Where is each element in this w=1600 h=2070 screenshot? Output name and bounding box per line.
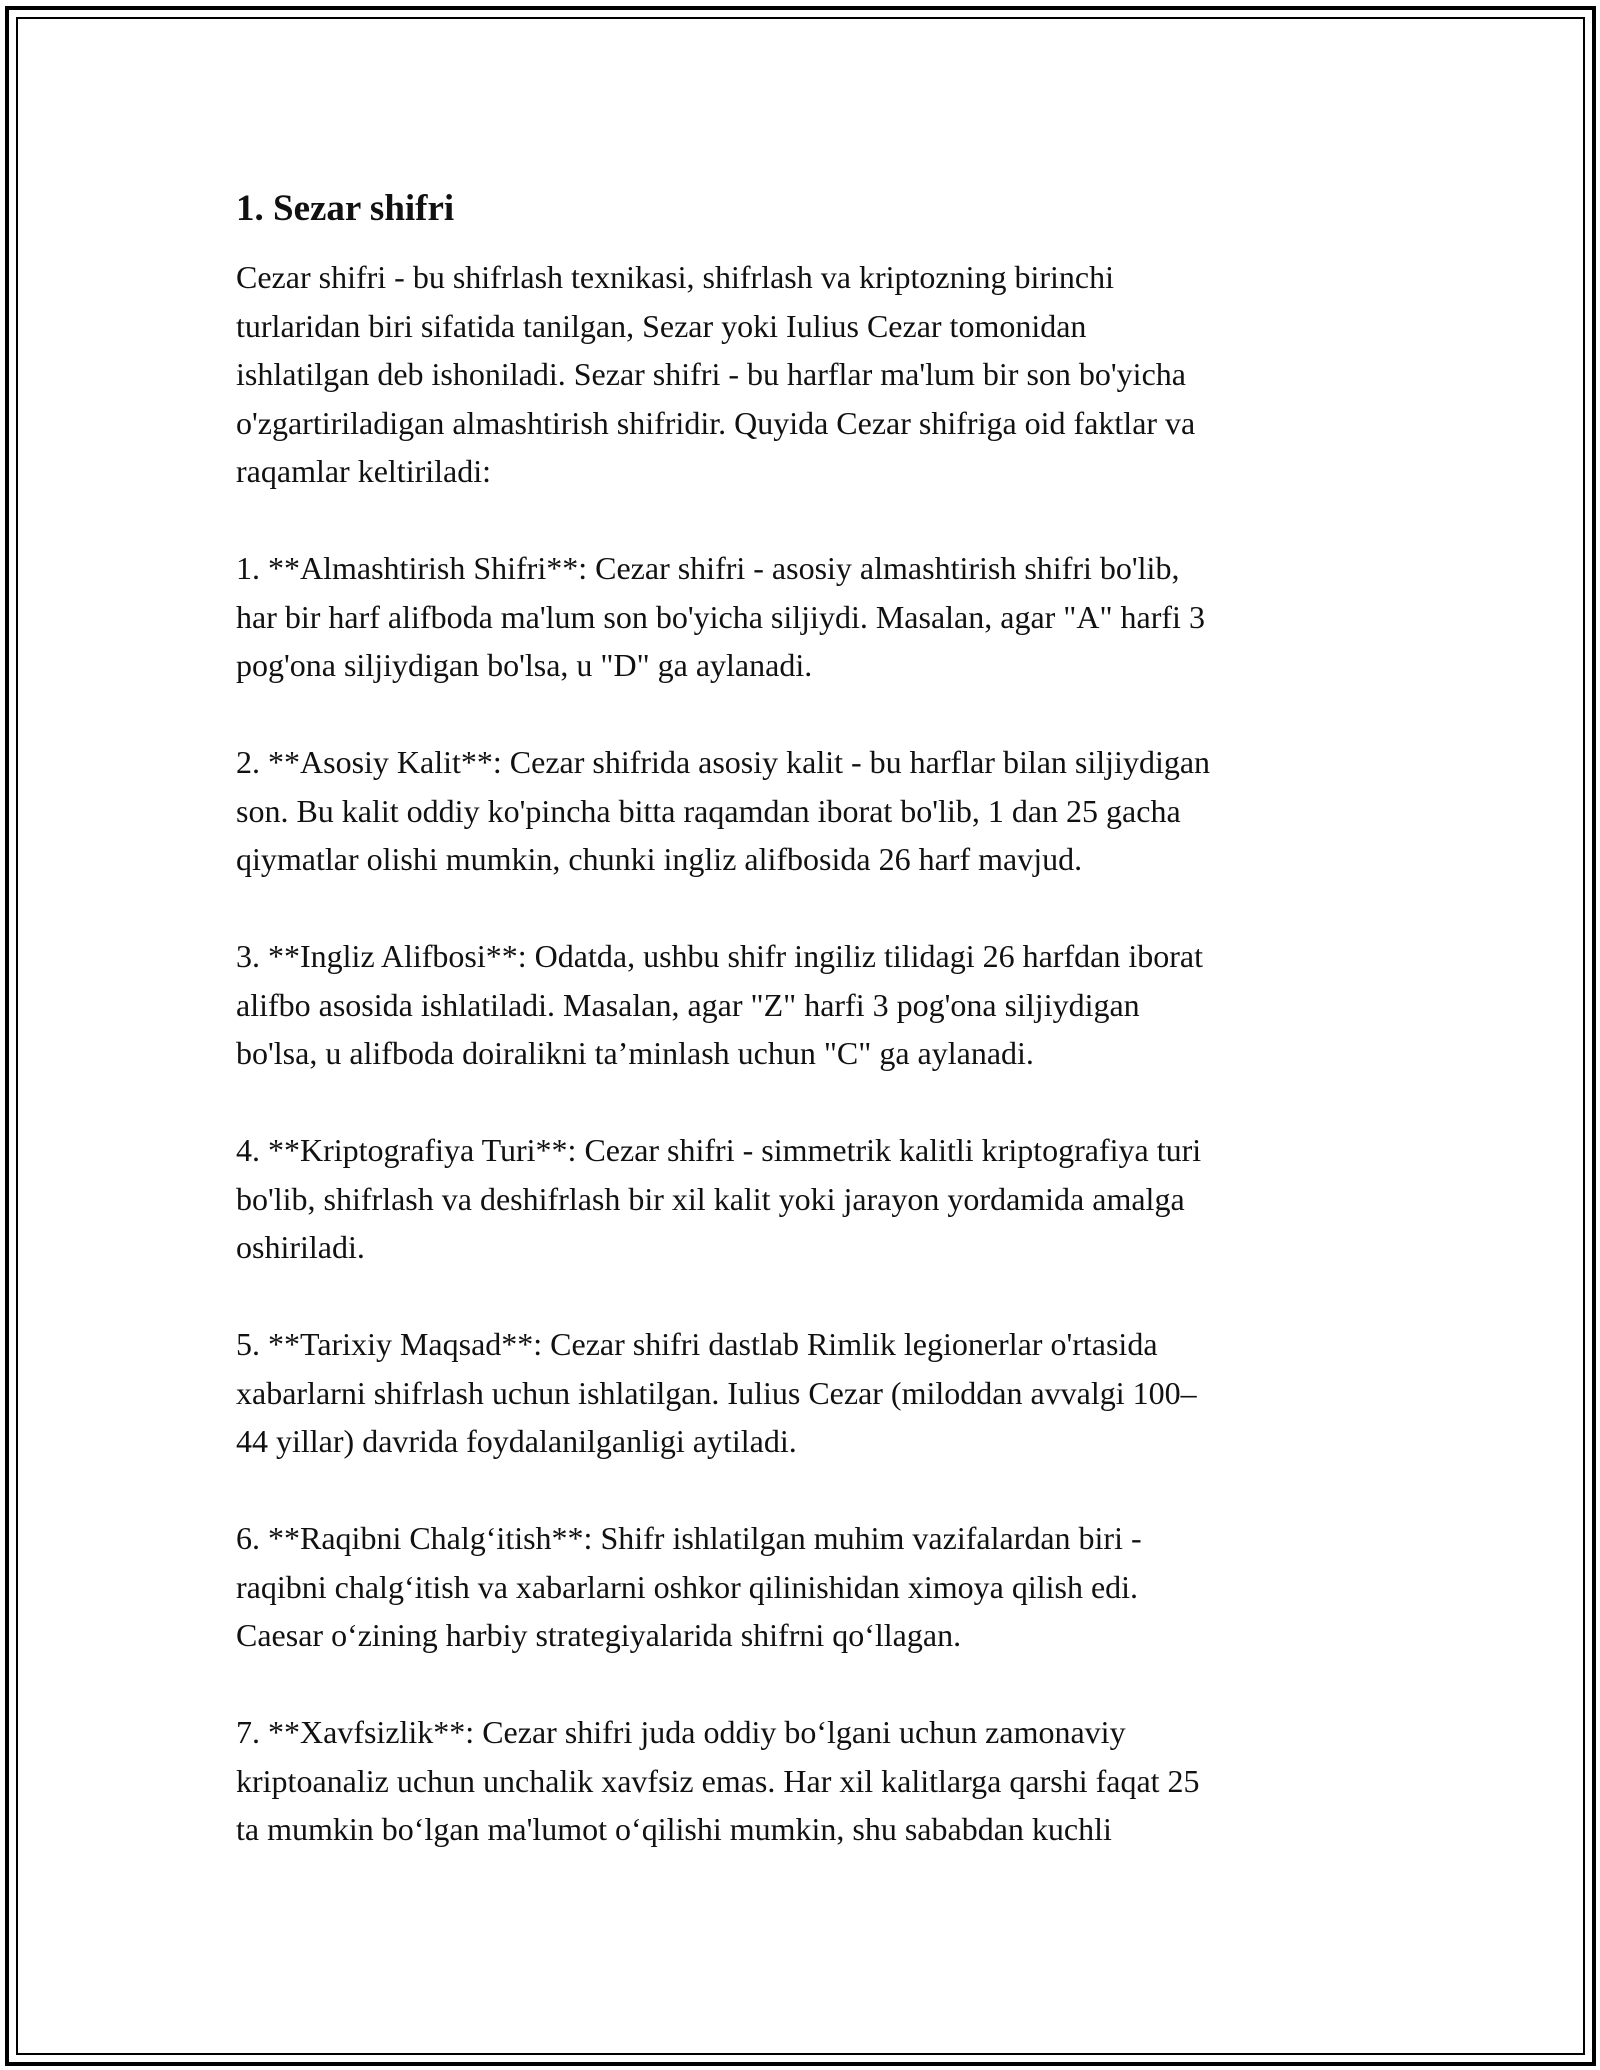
text-line: ta mumkin bo‘lgan ma'lumot o‘qilishi mumkin, shu sababdan kuchli — [236, 1811, 1112, 1847]
list-item-2 — [236, 738, 1376, 884]
list-item-3 — [236, 932, 1376, 1078]
text-line: 6. **Raqibni Chalg‘itish**: Shifr ishlatilgan muhim vazifalardan biri - — [236, 1520, 1142, 1556]
section-heading: 1. Sezar shifri — [236, 188, 455, 229]
list-item-5 — [236, 1320, 1376, 1466]
text-line: raqamlar keltiriladi: — [236, 453, 491, 489]
text-line: kriptoanaliz uchun unchalik xavfsiz emas. Har xil kalitlarga qarshi faqat 25 — [236, 1762, 1200, 1799]
intro-paragraph — [236, 253, 1376, 496]
text-line: alifbo asosida ishlatiladi. Masalan, agar "Z" harfi 3 pog'ona siljiydigan — [236, 986, 1140, 1023]
text-line: har bir harf alifboda ma'lum son bo'yicha siljiydi. Masalan, agar "A" harfi 3 — [236, 598, 1205, 635]
text-line: ishlatilgan deb ishoniladi. Sezar shifri - bu harflar ma'lum bir son bo'yicha — [236, 356, 1186, 392]
text-line: o'zgartiriladigan almashtirish shifridir. Quyida Cezar shifriga oid faktlar va — [236, 404, 1196, 441]
text-line: 4. **Kriptografiya Turi**: Cezar shifri - simmetrik kalitli kriptografiya turi — [236, 1132, 1202, 1168]
text-line: 1. **Almashtirish Shifri**: Cezar shifri - asosiy almashtirish shifri bo'lib, — [236, 550, 1180, 586]
text-line: 5. **Tarixiy Maqsad**: Cezar shifri dastlab Rimlik legionerlar o'rtasida — [236, 1326, 1158, 1362]
text-line: oshiriladi. — [236, 1229, 365, 1265]
text-line: bo'lib, shifrlash va deshifrlash bir xil kalit yoki jarayon yordamida amalga — [236, 1180, 1185, 1217]
text-line: xabarlarni shifrlash uchun ishlatilgan. Iulius Cezar (miloddan avvalgi 100– — [236, 1374, 1197, 1411]
text-line: raqibni chalg‘itish va xabarlarni oshkor qilinishidan ximoya qilish edi. — [236, 1568, 1139, 1605]
text-line: Caesar o‘zining harbiy strategiyalarida shifrni qo‘llagan. — [236, 1617, 962, 1653]
list-item-4 — [236, 1126, 1376, 1272]
text-line: qiymatlar olishi mumkin, chunki ingliz alifbosida 26 harf mavjud. — [236, 841, 1083, 877]
list-item-7 — [236, 1708, 1376, 1854]
text-line: Cezar shifri - bu shifrlash texnikasi, shifrlash va kriptozning birinchi — [236, 259, 1115, 295]
text-line: 44 yillar) davrida foydalanilganligi aytiladi. — [236, 1423, 797, 1459]
text-line: pog'ona siljiydigan bo'lsa, u "D" ga aylanadi. — [236, 647, 813, 683]
list-item-1 — [236, 544, 1376, 690]
document-body — [236, 185, 1376, 1902]
text-line: turlaridan biri sifatida tanilgan, Sezar yoki Iulius Cezar tomonidan — [236, 307, 1087, 344]
text-line: bo'lsa, u alifboda doiralikni ta’minlash uchun "C" ga aylanadi. — [236, 1035, 1034, 1071]
list-item-6 — [236, 1514, 1376, 1660]
text-line: 2. **Asosiy Kalit**: Cezar shifrida asosiy kalit - bu harflar bilan siljiydigan — [236, 744, 1211, 780]
text-line: 3. **Ingliz Alifbosi**: Odatda, ushbu shifr ingiliz tilidagi 26 harfdan iborat — [236, 938, 1203, 974]
text-line: 7. **Xavfsizlik**: Cezar shifri juda oddiy bo‘lgani uchun zamonaviy — [236, 1714, 1126, 1750]
text-line: son. Bu kalit oddiy ko'pincha bitta raqamdan iborat bo'lib, 1 dan 25 gacha — [236, 792, 1181, 829]
